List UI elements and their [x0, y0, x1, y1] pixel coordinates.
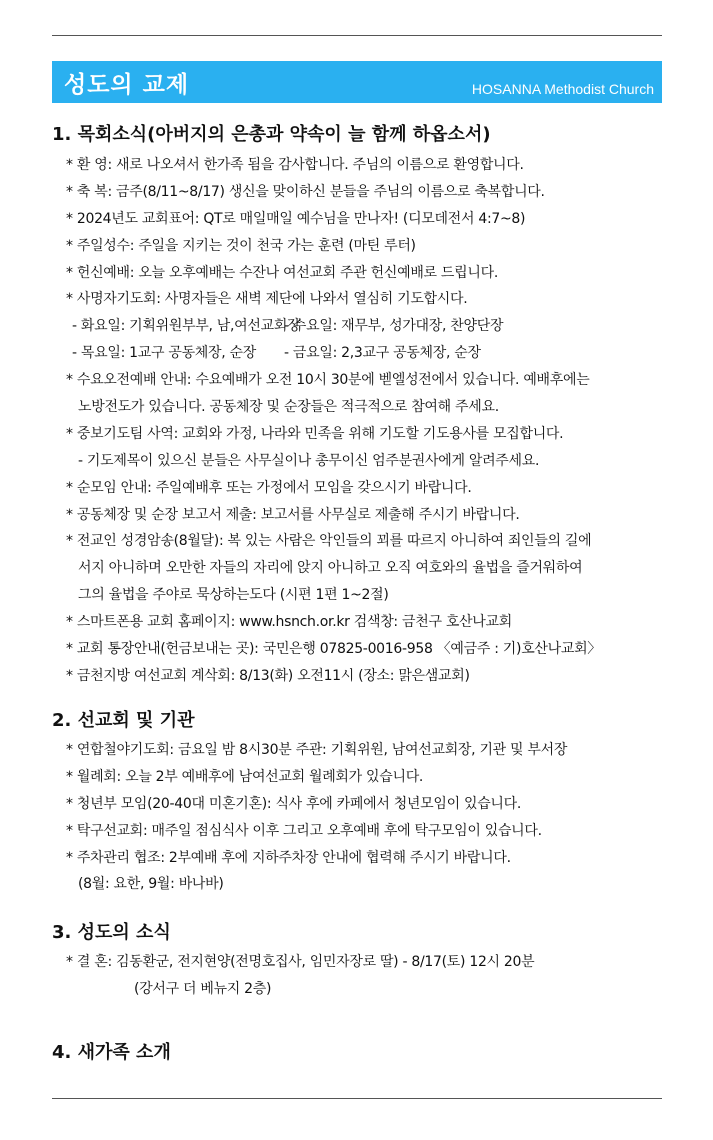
- schedule-wednesday: - 수요일: 재무부, 성가대장, 찬양단장: [284, 318, 504, 335]
- list-item-continuation: 그의 율법을 주야로 묵상하는도다 (시편 1편 1~2절): [78, 587, 389, 604]
- list-item: * 2024년도 교회표어: QT로 매일매일 예수님을 만나자! (디모데전서 4:7~8): [66, 210, 526, 227]
- list-item: * 사명자기도회: 사명자들은 새벽 제단에 나와서 열심히 기도합시다.: [66, 291, 468, 308]
- list-item-continuation: - 기도제목이 있으신 분들은 사무실이나 총무이신 엄주분권사에게 알려주세요.: [78, 452, 540, 469]
- schedule-row: [66, 340, 601, 367]
- list-item: * 공동체장 및 순장 보고서 제출: 보고서를 사무실로 제출해 주시기 바랍니다.: [66, 506, 520, 523]
- section-heading-member-news: 3. 성도의 소식: [52, 922, 171, 943]
- section-member-news-body: [66, 949, 534, 1003]
- schedule-thursday: - 목요일: 1교구 공동체장, 순장: [72, 345, 256, 362]
- list-item: * 탁구선교회: 매주일 점심식사 이후 그리고 오후예배 후에 탁구모임이 있습니다.: [66, 822, 542, 839]
- schedule-row: [66, 313, 601, 340]
- bottom-rule: [52, 1098, 662, 1099]
- list-item-continuation: 서지 아니하며 오만한 자들의 자리에 앉지 아니하고 오직 여호와의 율법을 즐거워하여: [78, 560, 583, 577]
- section-missions-body: [66, 737, 567, 898]
- list-item: * 청년부 모임(20-40대 미혼기혼): 식사 후에 카페에서 청년모임이 있습니다.: [66, 795, 522, 812]
- list-item: * 월례회: 오늘 2부 예배후에 남여선교회 월례회가 있습니다.: [66, 768, 424, 785]
- list-item: * 순모임 안내: 주일예배후 또는 가정에서 모임을 갖으시기 바랍니다.: [66, 479, 472, 496]
- list-item: * 교회 통장안내(헌금보내는 곳): 국민은행 07825-0016-958 〈예금주 : 기)호산나교회〉: [66, 641, 602, 658]
- section-heading-news: 1. 목회소식(아버지의 은총과 약속이 늘 함께 하옵소서): [52, 124, 491, 145]
- top-rule: [52, 35, 662, 36]
- schedule-tuesday: - 화요일: 기획위원부부, 남,여선교회장: [72, 318, 301, 335]
- list-item: * 스마트폰용 교회 홈페이지: www.hsnch.or.kr 검색창: 금천구 호산나교회: [66, 614, 512, 631]
- list-item-continuation: (강서구 더 베뉴지 2층): [134, 980, 272, 997]
- list-item: * 연합철야기도회: 금요일 밤 8시30분 주관: 기획위원, 남여선교회장, 기관 및 부서장: [66, 742, 568, 758]
- list-item: * 수요오전예배 안내: 수요예배가 오전 10시 30분에 벧엘성전에서 있습니다. 예배후에는: [66, 372, 590, 389]
- section-news-body: [66, 152, 601, 690]
- list-item: * 전교인 성경암송(8월달): 복 있는 사람은 악인들의 꾀를 따르지 아니하여 죄인들의 길에: [66, 533, 592, 550]
- list-item-continuation: (8월: 요한, 9월: 바나바): [78, 876, 224, 893]
- page-title: 성도의 교제: [64, 72, 190, 98]
- list-item: * 중보기도팀 사역: 교회와 가정, 나라와 민족을 위해 기도할 기도용사를 모집합니다.: [66, 425, 564, 442]
- list-item: * 주일성수: 주일을 지키는 것이 천국 가는 훈련 (마틴 루터): [66, 237, 416, 254]
- list-item: * 축 복: 금주(8/11~8/17) 생신을 맞이하신 분들을 주님의 이름으로 축복합니다.: [66, 183, 545, 200]
- list-item: * 헌신예배: 오늘 오후예배는 수잔나 여선교회 주관 헌신예배로 드립니다.: [66, 264, 498, 281]
- page-banner: [52, 61, 662, 103]
- church-name: HOSANNA Methodist Church: [471, 81, 654, 97]
- section-heading-missions: 2. 선교회 및 기관: [52, 710, 195, 731]
- list-item: * 주차관리 협조: 2부예배 후에 지하주차장 안내에 협력해 주시기 바랍니다.: [66, 849, 511, 866]
- list-item: * 결 혼: 김동환군, 전지현양(전명호집사, 임민자장로 딸) - 8/17(토) 12시 20분: [66, 954, 535, 970]
- list-item: * 금천지방 여선교회 계삭회: 8/13(화) 오전11시 (장소: 맑은샘교회): [66, 667, 470, 684]
- list-item-continuation: 노방전도가 있습니다. 공동체장 및 순장들은 적극적으로 참여해 주세요.: [78, 399, 499, 416]
- section-heading-new-family: 4. 새가족 소개: [52, 1042, 171, 1063]
- list-item: * 환 영: 새로 나오셔서 한가족 됨을 감사합니다. 주님의 이름으로 환영합니다.: [66, 157, 524, 173]
- schedule-friday: - 금요일: 2,3교구 공동체장, 순장: [284, 345, 481, 362]
